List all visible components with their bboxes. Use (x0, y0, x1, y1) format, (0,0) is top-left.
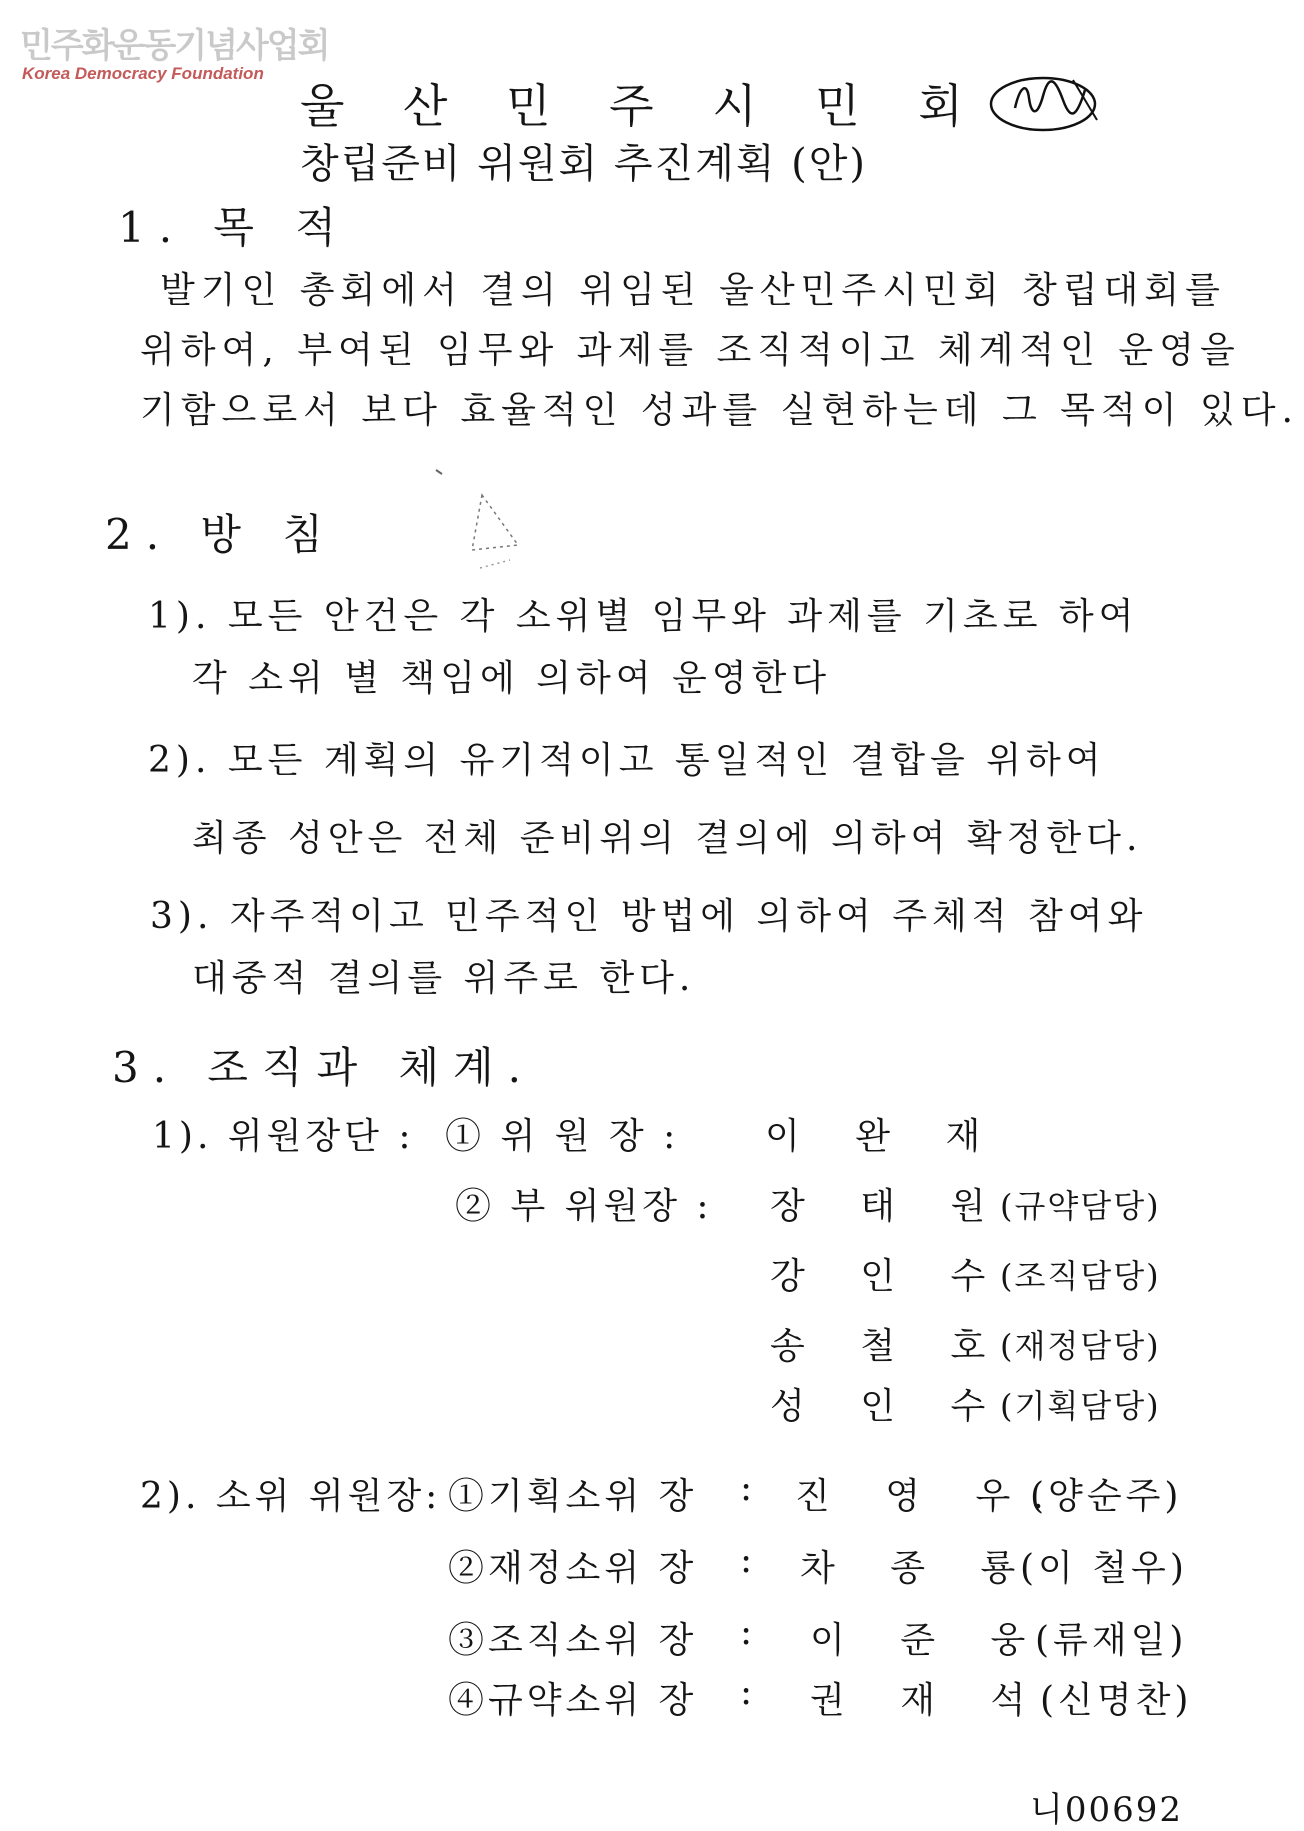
committee-label: 1). 위원장단 : (152, 1116, 415, 1157)
vice-chair-role: (재정담당) (1000, 1327, 1161, 1365)
document-subtitle: 창립준비 위원회 추진계획 (안) (300, 141, 868, 187)
section-1-heading: 1. 목 적 (118, 203, 350, 252)
subcommittee-head: 이 준 웅 (810, 1620, 1048, 1661)
policy-item-2: 2). 모든 계획의 유기적이고 통일적인 결합을 위하여 (148, 740, 1106, 781)
vice-chair-name: 강 인 수 (770, 1256, 1008, 1297)
vice-chair-role: (기획담당) (1000, 1387, 1161, 1425)
section-1-line: 위하여, 부여된 임무와 과제를 조직적이고 체계적인 운영을 (140, 330, 1241, 371)
subcommittee-head: 권 재 석 (810, 1680, 1048, 1721)
subcommittee-sep: : (740, 1540, 757, 1581)
chair-label: ① 위 원 장 : (445, 1116, 680, 1157)
policy-item-3: 3). 자주적이고 민주적인 방법에 의하여 주체적 참여와 (150, 896, 1148, 937)
vice-chair-role: (규약담당) (1000, 1187, 1161, 1225)
subcommittee-title: ③조직소위 장 (448, 1620, 698, 1661)
subcommittee-title: ④규약소위 장 (448, 1680, 698, 1721)
vice-chair-name: 장 태 원 (770, 1186, 1008, 1227)
document-title: 울 산 민 주 시 민 회 (300, 79, 985, 133)
subcommittee-head: 진 영 우. (795, 1476, 1066, 1517)
subcommittee-sep: : (740, 1672, 757, 1713)
subcommittee-label: 2). 소위 위원장: (140, 1476, 442, 1517)
watermark-english: Korea Democracy Foundation (22, 64, 264, 83)
policy-item-1-cont: 각 소위 별 책임에 의하여 운영한다 (192, 658, 832, 699)
section-1-line: 발기인 총회에서 결의 위임된 울산민주시민회 창립대회를 (160, 270, 1226, 311)
subcommittee-sep: : (740, 1612, 757, 1653)
vice-chair-role: (조직담당) (1000, 1257, 1161, 1295)
watermark-korean: 민주화운동기념사업회 (20, 26, 329, 66)
subcommittee-title: ②재정소위 장 (448, 1548, 698, 1589)
section-3-heading: 3. 조직과 체계. (112, 1043, 535, 1092)
section-2-heading: 2. 방 침 (105, 510, 337, 559)
vice-chair-name: 송 철 호 (770, 1326, 1008, 1367)
policy-item-1: 1). 모든 안건은 각 소위별 임무와 과제를 기초로 하여 (148, 596, 1139, 637)
chair-name: 이 완 재 (765, 1116, 1003, 1157)
vice-chair-name: 성 인 수 (770, 1386, 1008, 1427)
subcommittee-sep: : (740, 1468, 757, 1509)
subcommittee-deputy: (이 철우) (1020, 1548, 1188, 1589)
vice-chair-label: ② 부 위원장 : (455, 1186, 713, 1227)
subcommittee-deputy: (류재일) (1035, 1620, 1188, 1661)
subcommittee-title: ①기획소위 장 (448, 1476, 698, 1517)
policy-item-2-cont: 최종 성안은 전체 준비위의 결의에 의하여 확정한다. (192, 818, 1143, 859)
subcommittee-deputy: (양순주) (1030, 1476, 1183, 1517)
archive-code: 니00692 (1030, 1790, 1184, 1830)
subcommittee-head: 차 종 룡 (800, 1548, 1038, 1589)
section-1-line: 기함으로서 보다 효율적인 성과를 실현하는데 그 목적이 있다. (140, 390, 1299, 431)
subcommittee-deputy: (신명찬) (1040, 1680, 1193, 1721)
policy-item-3-cont: 대중적 결의를 위주로 한다. (192, 958, 696, 999)
